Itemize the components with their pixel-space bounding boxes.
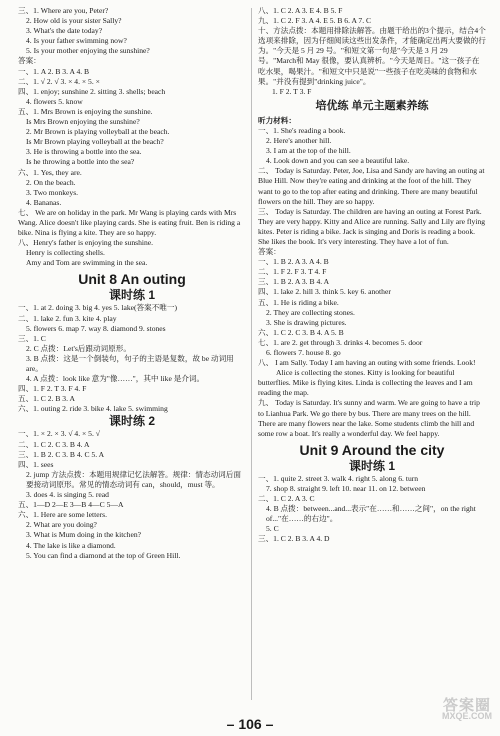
text-line: 五、1. Mrs Brown is enjoying the sunshine. [18, 106, 153, 116]
left-column [18, 6, 246, 561]
lesson-1-note: 2. C 点拨：Let's后跟动词原形。 [26, 343, 131, 353]
text-line: Amy and Tom are swimming in the sea. [26, 258, 148, 268]
text-line: 六、1. outing 2. ride 3. bike 4. lake 5. swimming [18, 404, 168, 414]
text-line: 九、1. C 2. F 3. A 4. E 5. B 6. A 7. C [258, 16, 372, 26]
text-line: 2. How old is your sister Sally? [26, 16, 122, 26]
answers-label: 答案： [258, 247, 281, 257]
right-column [258, 6, 486, 545]
text-line: 二、1. F 2. F 3. T 4. F [258, 267, 327, 277]
text-line: 一、1. quite 2. street 3. walk 4. right 5. along 6. turn [258, 473, 419, 483]
section-title: 培优练 单元主题素养练 [315, 99, 429, 112]
text-line: 2. Here's another hill. [266, 136, 332, 146]
text-line: 5. flowers 6. map 7. way 8. diamond 9. stones [26, 323, 166, 333]
text-line: 一、1. at 2. doing 3. big 4. yes 5. lake(答案不唯一) [18, 303, 178, 313]
text-line: 2. Mr Brown is playing volleyball at the beach. [26, 127, 170, 137]
text-line: 三、1. C [18, 333, 46, 343]
lesson-1-answers-cont [18, 384, 246, 414]
listening-passage-two: 二、 Today is Saturday. Peter, Joe, Lisa and Sandy are having an outing at Blue Hill. Now they're eating and drinking at the foot of the hill. They want to go to the top after eating and drinking. There are many beautiful flowers on the hill. They are so happy. [258, 166, 485, 206]
text-line: 三、1. Where are you, Peter? [18, 6, 109, 15]
text-line: 2. What are you doing? [26, 520, 97, 530]
text-line: 3. What's the date today? [26, 26, 103, 36]
listening-passage-three: 三、 Today is Saturday. The children are having an outing at Forest Park. They are very happy. Kitty and Alice are running. Sally and Lily are flying kites. Peter is riding a bike. Jack is singing and Doris is reading a book. She likes the book. It's very interesting. They have a lot of fun. [258, 206, 486, 246]
answer-block-top [258, 6, 486, 26]
text-line: 7. shop 8. straight 9. left 10. near 11. on 12. between [266, 483, 426, 493]
passage-eight-cont: Alice is collecting the stones. Kitty is looking for beautiful butterflies. Mike is flying kites. Linda is collecting the leaves and I am reading the map. [258, 368, 473, 398]
lesson-1-note: 4. A 点拨：look like 意为"像……"，其中 like 是介词。 [26, 374, 205, 384]
text-line: 八、Henry's father is enjoying the sunshine. [18, 238, 154, 248]
lesson-1-answers [18, 303, 246, 343]
text-line: 一、1. B 2. A 3. A 4. B [258, 257, 329, 267]
unit-9-answers [258, 474, 486, 494]
text-line: 六、1. Yes, they are. [18, 167, 82, 177]
text-line: 一、1. A 2. B 3. A 4. B [18, 66, 90, 76]
text-line: Henry is collecting shells. [26, 248, 105, 258]
text-line: 2. On the beach. [26, 177, 76, 187]
exercise-questions [18, 6, 246, 56]
text-line: 一、1. She's reading a book. [258, 125, 346, 135]
text-line: 四、1. F 2. T 3. F 4. F [18, 384, 87, 394]
text-line: 四、1. sees [18, 459, 54, 469]
text-line: 三、1. B 2. A 3. B 4. A [258, 277, 330, 287]
text-line: 3. I am at the top of the hill. [266, 146, 351, 156]
text-line: 3. Two monkeys. [26, 187, 79, 197]
answer-block [258, 257, 486, 358]
text-line: 五、1—D 2—E 3—B 4—C 5—A [18, 500, 124, 510]
column-divider [251, 8, 252, 700]
text-line: 4. The lake is like a diamond. [26, 540, 116, 550]
unit-8-title: Unit 8 An outing [78, 271, 186, 288]
passage-seven: 七、 We are on holiday in the park. Mr Wang is playing cards with Mrs Wang. Alice doesn't like playing cards. She is eating fruit. Ben is riding a bike. Nina is flying a kite. They are so happy. [18, 207, 241, 238]
answer-block [18, 67, 246, 107]
text-line: 4. Is your father swimming now? [26, 36, 127, 46]
text-line: 八、1. C 2. A 3. E 4. B 5. F [258, 6, 343, 15]
text-line: 二、1. C 2. C 3. B 4. A [18, 439, 90, 449]
text-line: 5. C [266, 524, 279, 534]
text-line: 二、1. lake 2. fun 3. kite 4. play [18, 313, 117, 323]
passage-nine: 九、 Today is Saturday. It's sunny and warm. We are going to have a trip to Lianhua Park. We go there by bus. There are many trees on the hill. There are many flowers near the lake. Some students climb the hill and some row a boat. It's really a wonderful day. We feel happy. [258, 398, 480, 438]
unit-9-note: 二、1. C 2. A 3. C [258, 494, 315, 504]
text-line: 五、1. C 2. B 3. A [18, 394, 75, 404]
lesson-1-title: 课时练 1 [108, 288, 155, 303]
listening-material [258, 126, 486, 166]
text-line: 四、1. lake 2. hill 3. think 5. key 6. another [258, 287, 391, 297]
method-tip: 十、方法点拨：本题用排除法解答。由题干给出的3个提示，结合4个选项来排除，因为仔细阅读这些出发条件，才能确定出两大要做的行为。"今天是 5 月 29 号。"和短文第一句是"今天是 3 月 29 号。"March和 May 很像，要认真辨析。"今天是周日。"这一孩子在吃水果，喝果汁。"和短文中只是说"一些孩子在吃美味的食物和水果。"并没有提到"drinking juice"。 [258, 26, 486, 86]
passage-eight: 八、 I am Sally. Today I am having an outing with some friends. Look! [258, 358, 476, 368]
tip-answer: 1. F 2. T 3. F [272, 86, 312, 96]
text-line: 4. Bananas. [26, 197, 62, 207]
answers-label: 答案： [18, 56, 41, 66]
text-line: 2. They are collecting stones. [266, 307, 355, 317]
listening-label: 听力材料： [258, 115, 296, 125]
lesson-1-note: 3. B 点拨：这是一个倒装句，句子的主语是复数，故 be 动词用 are。 [26, 353, 234, 373]
lesson-2-note: 2. jump 方法点拨：本题用规律记忆法解答。规律：情态动词后面要接动词原形。常见的情态动词有 can，should，must 等。 [26, 469, 241, 489]
text-line: 二、1. √ 2. √ 3. × 4. × 5. × [18, 76, 100, 86]
text-line: 七、1. are 2. get through 3. drinks 4. becomes 5. door [258, 337, 423, 347]
text-line: Is Mr Brown playing volleyball at the beach? [26, 137, 164, 147]
text-line: 五、1. He is riding a bike. [258, 297, 339, 307]
text-line: 5. You can find a diamond at the top of Green Hill. [26, 550, 181, 560]
lesson-2-title: 课时练 2 [108, 414, 155, 429]
text-line: 3. does 4. is singing 5. read [26, 490, 109, 500]
text-line: 6. flowers 7. house 8. go [266, 348, 341, 357]
lesson-2-answers [18, 429, 246, 469]
unit-9-answers-cont [258, 524, 486, 544]
unit-9-title: Unit 9 Around the city [299, 441, 445, 458]
answer-block-eight [18, 238, 246, 268]
watermark-logo: 答案圈 MXQE.COM [441, 697, 492, 721]
text-line: 4. flowers 5. know [26, 96, 83, 106]
text-line: 一、1. × 2. × 3. √ 4. × 5. √ [18, 429, 100, 439]
text-line: 六、1. C 2. C 3. B 4. A 5. B [258, 327, 344, 337]
answer-block-sentences [18, 107, 246, 208]
text-line: 四、1. enjoy; sunshine 2. sitting 3. shells; beach [18, 86, 166, 96]
text-line: 3. He is throwing a bottle into the sea. [26, 147, 142, 157]
unit-9-note: 4. B 点拨：between...and...表示"在……和……之间"，on the right of..."在……的右边"。 [266, 504, 476, 524]
page-number: – 106 – [226, 716, 274, 732]
text-line: Is Mrs Brown enjoying the sunshine? [26, 117, 140, 127]
text-line: 3. She is drawing pictures. [266, 317, 347, 327]
text-line: 三、1. C 2. B 3. A 4. D [258, 534, 330, 544]
text-line: 三、1. B 2. C 3. B 4. C 5. A [18, 449, 105, 459]
text-line: 5. Is your mother enjoying the sunshine? [26, 46, 150, 56]
text-line: 4. Look down and you can see a beautiful lake. [266, 156, 410, 166]
text-line: Is he throwing a bottle into the sea? [26, 157, 135, 167]
text-line: 六、1. Here are some letters. [18, 510, 107, 520]
text-line: 3. What is Mum doing in the kitchen? [26, 530, 142, 540]
lesson-2-answers-cont [18, 490, 246, 561]
lesson-1-title: 课时练 1 [348, 458, 395, 473]
